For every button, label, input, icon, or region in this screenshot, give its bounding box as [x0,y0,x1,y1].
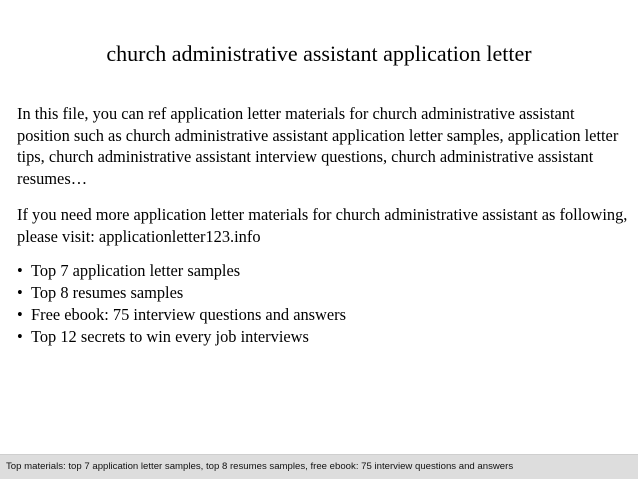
list-item-text: Free ebook: 75 interview questions and answers [31,305,346,324]
list-item [17,304,629,326]
list-item [17,282,629,304]
intro-paragraph: In this file, you can ref application letter materials for church administrative assistant position such as church administrative assistant application letter samples, application letter tips, church administrative assistant interview questions, church administrative assistant resumes… [17,104,619,188]
list-item-text: Top 8 resumes samples [31,283,184,302]
bullet-glyph: • [17,261,23,280]
bullet-glyph: • [17,305,23,324]
visit-paragraph: If you need more application letter materials for church administrative assistant as following, please visit: applicationletter123.info [17,205,628,246]
footer-bar [0,454,638,479]
list-item [17,260,629,282]
list-item-text: Top 12 secrets to win every job interviews [31,327,309,346]
footer-text: Top materials: top 7 application letter samples, top 8 resumes samples, free ebook: 75 interview questions and answers [6,461,514,472]
list-item [17,326,629,348]
page-title: church administrative assistant application letter [106,41,532,66]
list-item-text: Top 7 application letter samples [31,261,241,280]
bullet-glyph: • [17,327,23,346]
bullet-glyph: • [17,283,23,302]
materials-list [17,260,629,348]
